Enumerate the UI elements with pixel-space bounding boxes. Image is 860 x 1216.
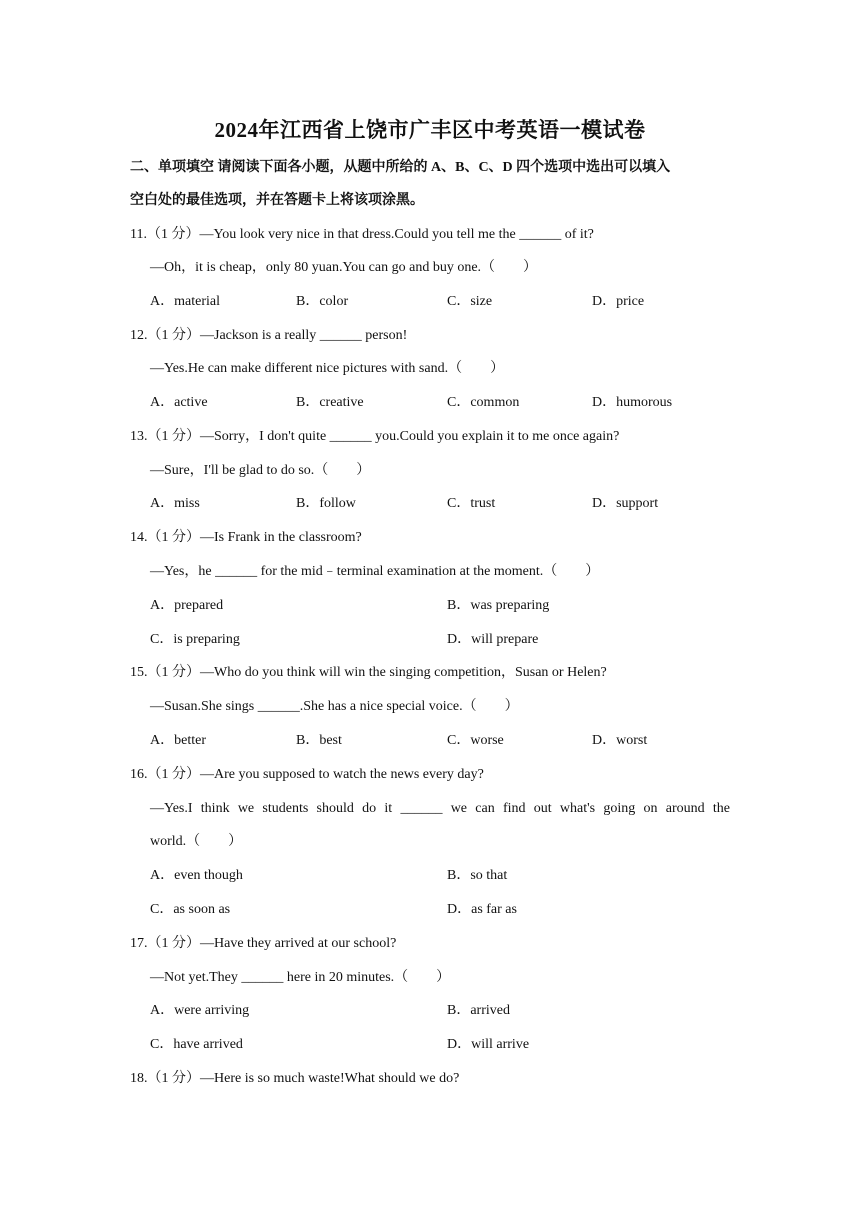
question-15-dialogue: —Susan.She sings ______.She has a nice special voice.（ ） <box>150 699 519 714</box>
question-16-dialogue: —Yes.I think we students should do it ______ we can find out what's going on around the <box>150 801 730 816</box>
option-b[interactable]: B．arrived <box>447 1003 510 1018</box>
option-a[interactable]: A．miss <box>150 496 200 511</box>
option-c[interactable]: C．common <box>447 395 520 410</box>
question-13: 13.（1 分）—Sorry，I don't quite ______ you.Could you explain it to me once again? <box>130 429 620 444</box>
question-13-dialogue: —Sure，I'll be glad to do so.（ ） <box>150 463 371 478</box>
option-c[interactable]: C．size <box>447 294 493 309</box>
option-d[interactable]: D．price <box>592 294 645 309</box>
option-b[interactable]: B．so that <box>447 868 508 883</box>
question-11: 11.（1 分）—You look very nice in that dress.Could you tell me the ______ of it? <box>130 227 594 242</box>
option-a[interactable]: A．prepared <box>150 598 224 613</box>
question-17: 17.（1 分）—Have they arrived at our school? <box>130 936 397 951</box>
option-b[interactable]: B．color <box>296 294 349 309</box>
question-12: 12.（1 分）—Jackson is a really ______ person! <box>130 328 408 343</box>
option-d[interactable]: D．support <box>592 496 659 511</box>
question-15: 15.（1 分）—Who do you think will win the singing competition，Susan or Helen? <box>130 665 607 680</box>
option-a[interactable]: A．even though <box>150 868 243 883</box>
option-d[interactable]: D．will prepare <box>447 632 539 647</box>
option-a[interactable]: A．better <box>150 733 206 748</box>
option-d[interactable]: D．worst <box>592 733 648 748</box>
question-18: 18.（1 分）—Here is so much waste!What should we do? <box>130 1071 460 1086</box>
option-c[interactable]: C．worse <box>447 733 504 748</box>
page-title: 2024年江西省上饶市广丰区中考英语一模试卷 <box>214 118 646 142</box>
question-16-dialogue-cont: world.（ ） <box>150 834 243 849</box>
question-16: 16.（1 分）—Are you supposed to watch the news every day? <box>130 767 484 782</box>
section-instruction-line-1: 二、单项填空 请阅读下面各小题，从题中所给的 A、B、C、D 四个选项中选出可以填入 <box>130 160 671 175</box>
option-b[interactable]: B．was preparing <box>447 598 550 613</box>
option-a[interactable]: A．active <box>150 395 208 410</box>
option-d[interactable]: D．as far as <box>447 902 517 917</box>
option-b[interactable]: B．follow <box>296 496 356 511</box>
option-c[interactable]: C．trust <box>447 496 496 511</box>
option-c[interactable]: C．is preparing <box>150 632 240 647</box>
option-b[interactable]: B．best <box>296 733 342 748</box>
question-17-dialogue: —Not yet.They ______ here in 20 minutes.（ ） <box>150 970 451 985</box>
option-c[interactable]: C．have arrived <box>150 1037 243 1052</box>
option-b[interactable]: B．creative <box>296 395 364 410</box>
question-14: 14.（1 分）—Is Frank in the classroom? <box>130 530 362 545</box>
question-12-dialogue: —Yes.He can make different nice pictures with sand.（ ） <box>150 361 505 376</box>
option-a[interactable]: A．material <box>150 294 220 309</box>
option-a[interactable]: A．were arriving <box>150 1003 250 1018</box>
option-c[interactable]: C．as soon as <box>150 902 231 917</box>
question-11-dialogue: —Oh，it is cheap，only 80 yuan.You can go and buy one.（ ） <box>150 260 538 275</box>
section-instruction-line-2: 空白处的最佳选项，并在答题卡上将该项涂黑。 <box>130 193 424 208</box>
question-14-dialogue: —Yes，he ______ for the mid﹣terminal examination at the moment.（ ） <box>150 564 600 579</box>
option-d[interactable]: D．humorous <box>592 395 673 410</box>
option-d[interactable]: D．will arrive <box>447 1037 530 1052</box>
